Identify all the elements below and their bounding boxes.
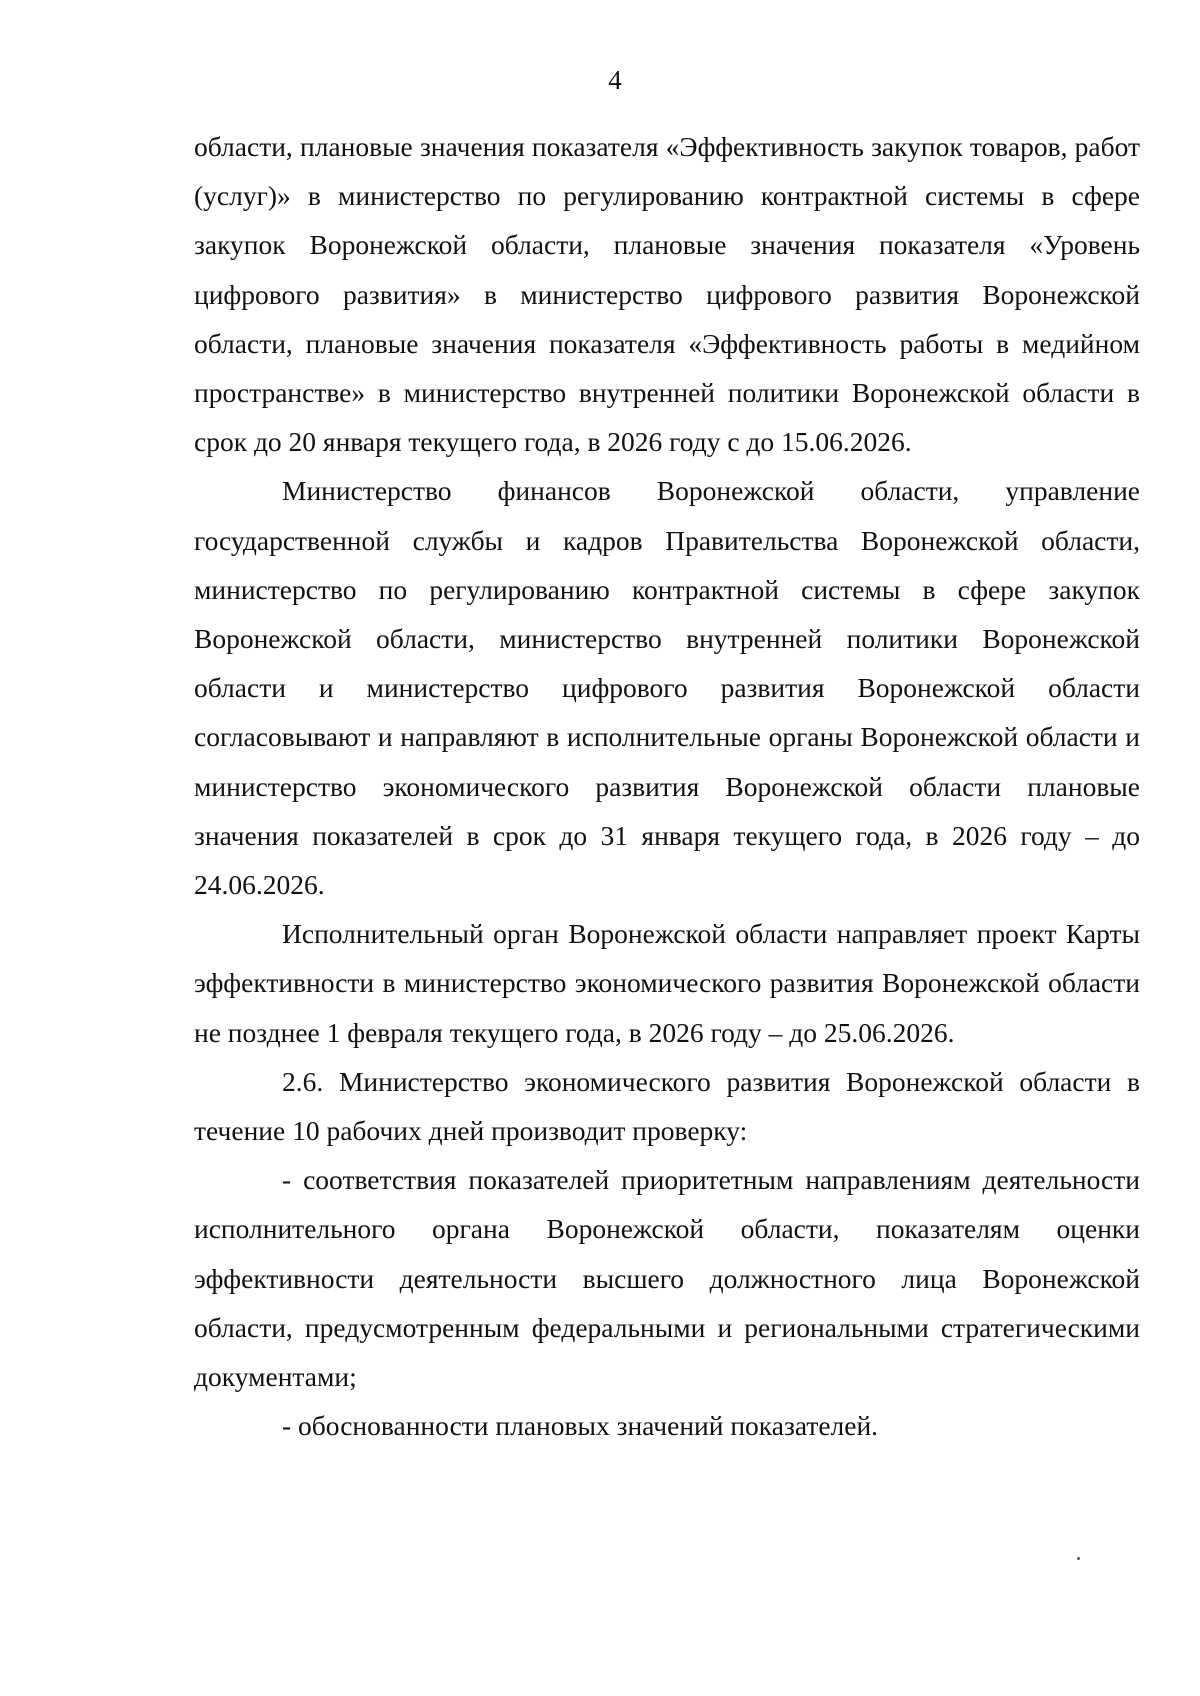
paragraph-ministries-agreement: Министерство финансов Воронежской области, управление государственной службы и кадров Правительства Воронежской области, министерство по регулированию контрактной системы в сфере закупок Воронежской области, министерство внутренней политики Воронежской области и министерство цифрового развития Воронежской области согласовывают и направляют в исполнительные органы Воронежской области и министерство экономического развития Воронежской области плановые значения показателей в срок до 31 января текущего года, в 2026 году – до 24.06.2026.: [194, 475, 1140, 901]
document-body: [194, 122, 1140, 1450]
scan-speck: [1077, 1557, 1080, 1560]
list-item-priorities-check: - соответствия показателей приоритетным направлениям деятельности исполнительного органа Воронежской области, показателям оценки эффективности деятельности высшего должностного лица Воронежской области, предусмотренным федеральными и региональными стратегическими документами;: [194, 1164, 1140, 1393]
paragraph-continuation: области, плановые значения показателя «Эффективность закупок товаров, работ (услуг)» в министерство по регулированию контрактной системы в сфере закупок Воронежской области, плановые значения показателя «Уровень цифрового развития» в министерство цифрового развития Воронежской области, плановые значения показателя «Эффективность работы в медийном пространстве» в министерство внутренней политики Воронежской области в срок до 20 января текущего года, в 2026 году с до 15.06.2026.: [194, 131, 1140, 458]
paragraph-section-2-6: 2.6. Министерство экономического развития Воронежской области в течение 10 рабочих дней производит проверку:: [194, 1065, 1140, 1147]
paragraph-efficiency-card-draft: Исполнительный орган Воронежской области направляет проект Карты эффективности в министерство экономического развития Воронежской области не позднее 1 февраля текущего года, в 2026 году – до 25.06.2026.: [194, 918, 1140, 1048]
page-number: 4: [608, 65, 622, 95]
list-item-plan-values-check: - обоснованности плановых значений показателей.: [282, 1410, 879, 1442]
